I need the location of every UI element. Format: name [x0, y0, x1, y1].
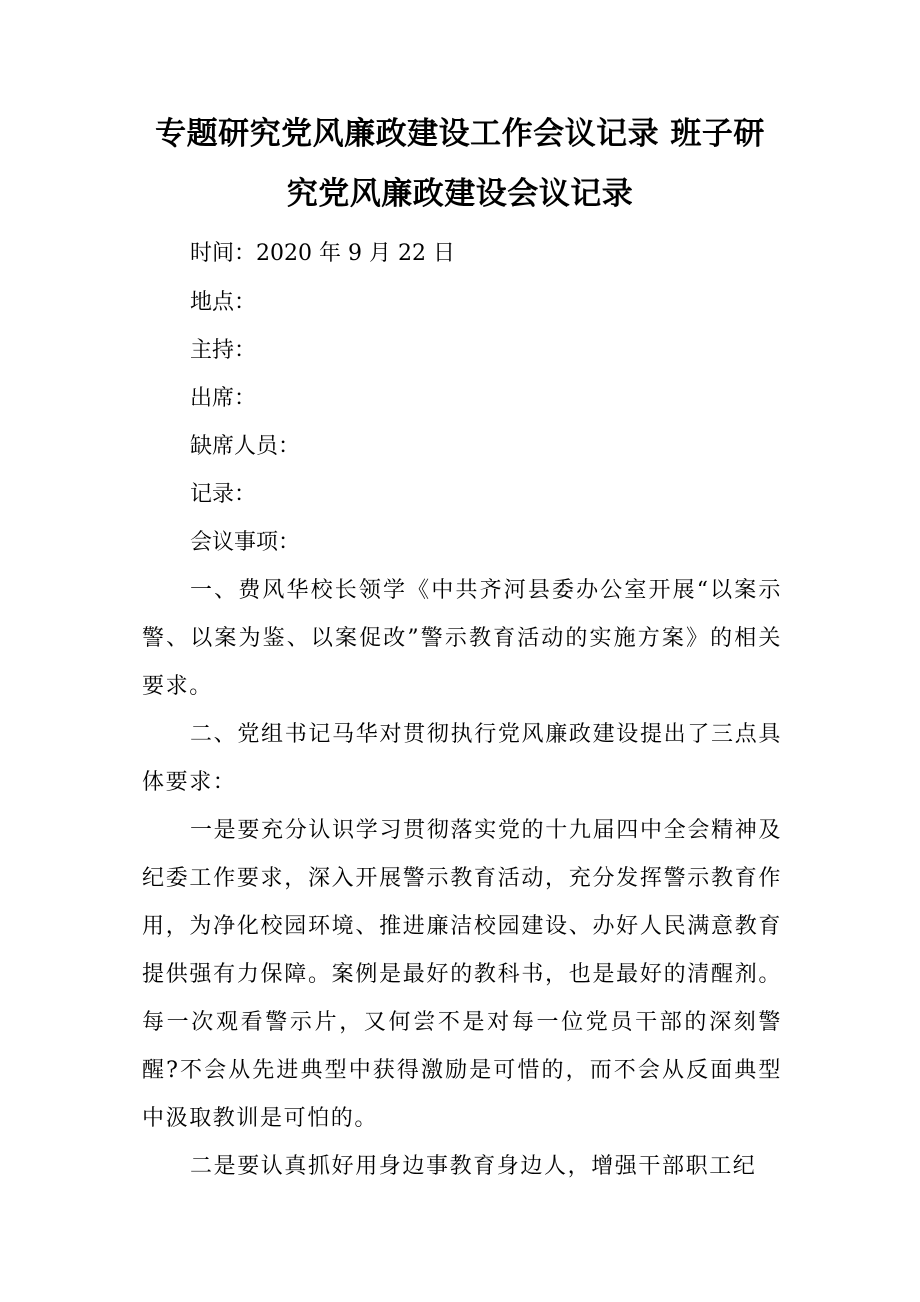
meeting-time: 时间：2020 年 9 月 22 日: [190, 241, 455, 266]
meeting-agenda-heading: 会议事项：: [190, 530, 301, 555]
meeting-attendees: 出席：: [190, 386, 257, 411]
meeting-absentees: 缺席人员：: [190, 434, 301, 459]
meeting-recorder: 记录：: [190, 482, 257, 507]
document-title-line-1: 专题研究党风廉政建设工作会议记录 班子研: [155, 116, 765, 152]
paragraph-item-1: 一、费风华校长领学《中共齐河县委办公室开展“以案示警、以案为鉴、以案促改”警示教育活动的实施方案》的相关要求。: [142, 578, 782, 699]
paragraph-item-2: 二、党组书记马华对贯彻执行党风廉政建设提出了三点具体要求：: [142, 722, 782, 795]
document-title-line-2: 究党风廉政建设会议记录: [286, 176, 634, 212]
meeting-host: 主持：: [190, 338, 257, 363]
paragraph-point-1: 一是要充分认识学习贯彻落实党的十九届四中全会精神及纪委工作要求，深入开展警示教育活动，充分发挥警示教育作用，为净化校园环境、推进廉洁校园建设、办好人民满意教育提供强有力保障。案例是最好的教科书，也是最好的清醒剂。每一次观看警示片，又何尝不是对每一位党员干部的深刻警醒?不会从先进典型中获得激励是可惜的，而不会从反面典型中汲取教训是可怕的。: [142, 818, 782, 1131]
paragraph-point-2: 二是要认真抓好用身边事教育身边人，增强干部职工纪: [190, 1154, 757, 1179]
meeting-place: 地点：: [190, 290, 257, 315]
